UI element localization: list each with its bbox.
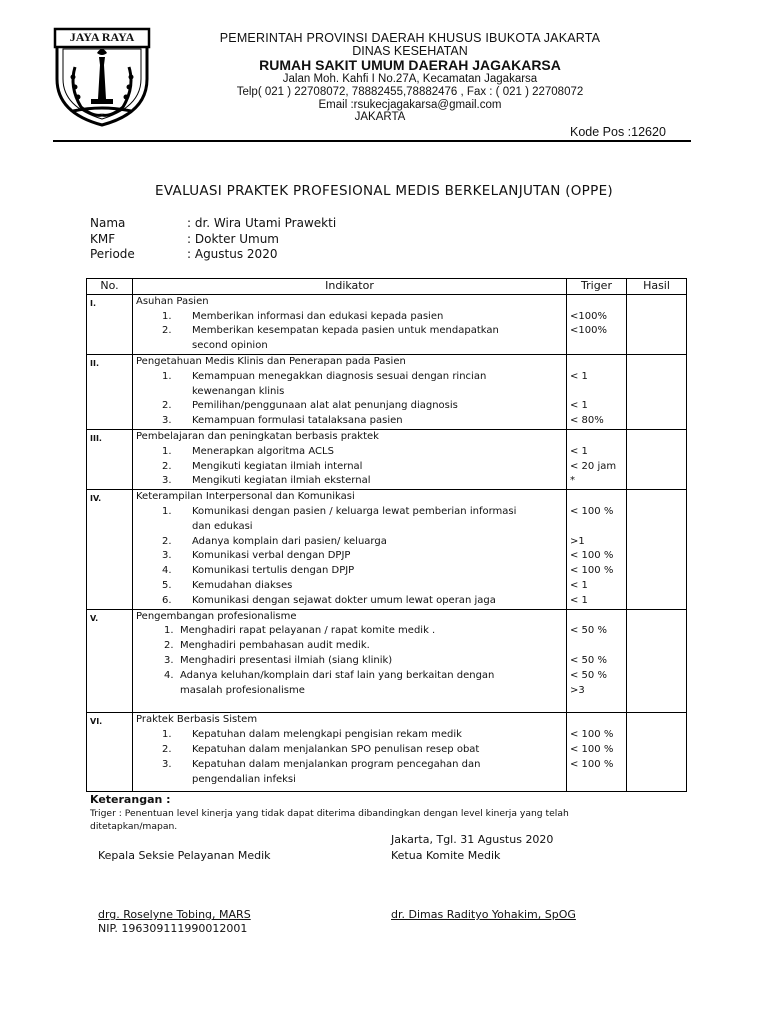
section-title: Praktek Berbasis Sistem bbox=[136, 714, 258, 726]
trigger-value bbox=[570, 639, 623, 654]
result-cell bbox=[627, 294, 687, 354]
indicator-item bbox=[136, 654, 563, 669]
indicator-item bbox=[136, 460, 563, 475]
indicator-item bbox=[136, 624, 563, 639]
logo-text: JAYA RAYA bbox=[69, 30, 135, 44]
header-address: Jalan Moh. Kahfi I No.27A, Kecamatan Jagakarsa bbox=[282, 73, 538, 85]
indicator-item bbox=[136, 579, 563, 594]
indicator-item bbox=[136, 399, 563, 414]
indicator-number: 1. bbox=[162, 370, 172, 382]
indicator-number: 1. bbox=[162, 505, 172, 517]
trigger-value: < 1 bbox=[570, 445, 588, 457]
trigger-value bbox=[570, 713, 623, 728]
header-hasil: Hasil bbox=[627, 279, 687, 295]
info-value: : Dokter Umum bbox=[187, 231, 279, 246]
indicator-number: 1. bbox=[162, 729, 172, 741]
section-title: Pengembangan profesionalisme bbox=[136, 610, 297, 622]
header-phone: Telp( 021 ) 22708072, 78882455,78882476 , Fax : ( 021 ) 22708072 bbox=[236, 86, 584, 98]
indicator-number: 3. bbox=[162, 550, 172, 562]
indicator-item bbox=[136, 505, 563, 535]
table-row bbox=[87, 429, 687, 489]
trigger-value: < 100 % bbox=[570, 743, 614, 755]
header-no: No. bbox=[87, 279, 133, 295]
indicator-number: 6. bbox=[162, 594, 172, 606]
trigger-value: < 1 bbox=[570, 594, 588, 606]
section-number: III. bbox=[87, 429, 133, 489]
signature-left-nip: NIP. 196309111990012001 bbox=[98, 922, 248, 935]
indicator-text: Kepatuhan dalam menjalankan SPO penulisan resep obat bbox=[192, 743, 480, 755]
section-title: Pembelajaran dan peningkatan berbasis praktek bbox=[136, 430, 379, 442]
trigger-value bbox=[570, 355, 623, 370]
trigger-value: < 1 bbox=[570, 400, 588, 412]
indicator-text: Adanya keluhan/komplain dari staf lain yang berkaitan dengan bbox=[180, 669, 495, 681]
signature-place-date: Jakarta, Tgl. 31 Agustus 2020 bbox=[391, 833, 554, 846]
header-city: JAKARTA bbox=[354, 111, 406, 123]
indicator-text-continued: pengendalian infeksi bbox=[192, 773, 296, 785]
indicator-item bbox=[136, 743, 563, 758]
indicator-item bbox=[136, 414, 563, 429]
trigger-value: < 1 bbox=[570, 370, 588, 382]
trigger-value: * bbox=[570, 475, 575, 487]
trigger-cell bbox=[567, 713, 627, 792]
jaya-raya-logo bbox=[53, 27, 151, 127]
indicator-item bbox=[136, 728, 563, 743]
signature-right-name: dr. Dimas Radityo Yohakim, SpOG bbox=[391, 908, 576, 921]
indicator-number: 4. bbox=[162, 565, 172, 577]
indicator-text: Kepatuhan dalam melengkapi pengisian rekam medik bbox=[192, 729, 462, 741]
table-row bbox=[87, 294, 687, 354]
result-cell bbox=[627, 429, 687, 489]
section-title: Asuhan Pasien bbox=[136, 295, 209, 307]
trigger-value: < 50 % bbox=[570, 654, 607, 666]
indicator-number: 2. bbox=[162, 743, 172, 755]
trigger-value bbox=[570, 339, 623, 354]
indicator-text: Kemampuan formulasi tatalaksana pasien bbox=[192, 415, 403, 427]
indicator-number: 2. bbox=[164, 640, 174, 652]
indicator-text: Kemudahan diakses bbox=[192, 579, 293, 591]
indicator-cell bbox=[133, 609, 567, 713]
info-label: Nama bbox=[90, 216, 126, 230]
indicator-cell bbox=[133, 294, 567, 354]
trigger-value: < 100 % bbox=[570, 565, 614, 577]
trigger-value bbox=[570, 385, 623, 400]
trigger-value: < 100 % bbox=[570, 505, 614, 517]
indicator-item bbox=[136, 564, 563, 579]
indicator-text-continued: second opinion bbox=[192, 340, 268, 352]
indicator-text: Komunikasi verbal dengan DPJP bbox=[192, 550, 351, 562]
trigger-cell bbox=[567, 294, 627, 354]
indicator-number: 2. bbox=[162, 535, 172, 547]
indicator-text: Menghadiri pembahasan audit medik. bbox=[180, 640, 370, 652]
table-row bbox=[87, 609, 687, 713]
header-indikator: Indikator bbox=[133, 279, 567, 295]
indicator-text: Komunikasi dengan sejawat dokter umum lewat operan jaga bbox=[192, 594, 496, 606]
indicator-number: 1. bbox=[162, 310, 172, 322]
document-title: EVALUASI PRAKTEK PROFESIONAL MEDIS BERKELANJUTAN (OPPE) bbox=[155, 183, 613, 199]
indicator-text: Kemampuan menegakkan diagnosis sesuai dengan rincian bbox=[192, 370, 487, 382]
indicator-number: 3. bbox=[162, 475, 172, 487]
trigger-value: < 100 % bbox=[570, 550, 614, 562]
indicator-text: Adanya komplain dari pasien/ keluarga bbox=[192, 535, 387, 547]
trigger-value bbox=[570, 610, 623, 625]
trigger-value: < 80% bbox=[570, 415, 604, 427]
table-header-row bbox=[87, 279, 687, 295]
info-value: : Agustus 2020 bbox=[187, 247, 278, 261]
indicator-item bbox=[136, 370, 563, 400]
trigger-value: < 100 % bbox=[570, 758, 614, 770]
indicator-number: 2. bbox=[162, 325, 172, 337]
indicator-text: Pemilihan/penggunaan alat alat penunjang diagnosis bbox=[192, 400, 458, 412]
signature-right-role: Ketua Komite Medik bbox=[391, 849, 501, 862]
trigger-value: >3 bbox=[570, 684, 585, 696]
indicator-text: Mengikuti kegiatan ilmiah eksternal bbox=[192, 475, 371, 487]
indicator-item bbox=[136, 535, 563, 550]
keterangan-text-2: ditetapkan/mapan. bbox=[90, 821, 178, 832]
info-row bbox=[90, 232, 336, 248]
header-line-province: PEMERINTAH PROVINSI DAERAH KHUSUS IBUKOTA JAKARTA bbox=[219, 31, 601, 45]
table-row bbox=[87, 354, 687, 429]
trigger-cell bbox=[567, 429, 627, 489]
indicator-text-continued: kewenangan klinis bbox=[192, 385, 285, 397]
indicator-cell bbox=[133, 713, 567, 792]
trigger-value: <100% bbox=[570, 310, 607, 322]
indicator-text: Menghadiri rapat pelayanan / rapat komite medik . bbox=[180, 625, 436, 637]
trigger-value: < 1 bbox=[570, 579, 588, 591]
indicator-number: 2. bbox=[162, 460, 172, 472]
indicator-number: 1. bbox=[162, 445, 172, 457]
result-cell bbox=[627, 609, 687, 713]
keterangan-label: Keterangan : bbox=[90, 793, 171, 806]
oppe-table bbox=[86, 278, 687, 792]
header-triger: Triger bbox=[567, 279, 627, 295]
indicator-text: Komunikasi tertulis dengan DPJP bbox=[192, 565, 355, 577]
section-title: Keterampilan Interpersonal dan Komunikasi bbox=[136, 491, 355, 503]
indicator-item bbox=[136, 639, 563, 654]
indicator-text: Kepatuhan dalam menjalankan program pencegahan dan bbox=[192, 758, 481, 770]
header-email: Email :rsukecjagakarsa@gmail.com bbox=[318, 99, 502, 111]
indicator-text: Komunikasi dengan pasien / keluarga lewat pemberian informasi bbox=[192, 505, 517, 517]
header-hospital-name: RUMAH SAKIT UMUM DAERAH JAGAKARSA bbox=[259, 57, 561, 73]
result-cell bbox=[627, 354, 687, 429]
info-label: KMF bbox=[90, 231, 116, 246]
trigger-value: < 50 % bbox=[570, 625, 607, 637]
indicator-cell bbox=[133, 354, 567, 429]
indicator-text: Menghadiri presentasi ilmiah (siang klinik) bbox=[180, 654, 393, 666]
signature-left-role: Kepala Seksie Pelayanan Medik bbox=[98, 849, 271, 862]
info-value: : dr. Wira Utami Prawekti bbox=[187, 216, 337, 230]
trigger-value bbox=[570, 520, 623, 535]
indicator-number: 3. bbox=[162, 758, 172, 770]
indicator-text: Menerapkan algoritma ACLS bbox=[192, 445, 334, 457]
indicator-item bbox=[136, 324, 563, 354]
header-divider bbox=[53, 140, 691, 142]
header-line-dinas: DINAS KESEHATAN bbox=[352, 44, 468, 58]
header-postal-code: Kode Pos :12620 bbox=[570, 125, 666, 139]
trigger-cell bbox=[567, 354, 627, 429]
indicator-number: 1. bbox=[164, 625, 174, 637]
trigger-value: <100% bbox=[570, 325, 607, 337]
indicator-text: Memberikan informasi dan edukasi kepada pasien bbox=[192, 310, 444, 322]
indicator-item bbox=[136, 669, 563, 699]
indicator-item bbox=[136, 310, 563, 325]
info-row bbox=[90, 247, 336, 263]
info-block bbox=[90, 216, 336, 263]
trigger-value bbox=[570, 490, 623, 505]
trigger-value bbox=[570, 430, 623, 445]
indicator-cell bbox=[133, 490, 567, 609]
indicator-number: 4. bbox=[164, 669, 174, 681]
indicator-item bbox=[136, 549, 563, 564]
keterangan-text-1: Triger : Penentuan level kinerja yang tidak dapat diterima dibandingkan dengan level kinerja yang telah bbox=[90, 808, 569, 819]
indicator-number: 5. bbox=[162, 579, 172, 591]
indicator-cell bbox=[133, 429, 567, 489]
section-number: VI. bbox=[87, 713, 133, 792]
signature-left-name: drg. Roselyne Tobing, MARS bbox=[98, 908, 251, 921]
trigger-value: >1 bbox=[570, 535, 585, 547]
trigger-value: < 100 % bbox=[570, 729, 614, 741]
section-number: II. bbox=[87, 354, 133, 429]
indicator-number: 3. bbox=[162, 415, 172, 427]
section-number: I. bbox=[87, 294, 133, 354]
indicator-text: Memberikan kesempatan kepada pasien untuk mendapatkan bbox=[192, 325, 499, 337]
indicator-text: Mengikuti kegiatan ilmiah internal bbox=[192, 460, 363, 472]
indicator-text-continued: dan edukasi bbox=[192, 520, 253, 532]
indicator-number: 3. bbox=[164, 654, 174, 666]
result-cell bbox=[627, 713, 687, 792]
result-cell bbox=[627, 490, 687, 609]
indicator-item bbox=[136, 445, 563, 460]
table-row bbox=[87, 713, 687, 792]
info-label: Periode bbox=[90, 247, 135, 261]
section-title: Pengetahuan Medis Klinis dan Penerapan pada Pasien bbox=[136, 355, 406, 367]
indicator-text-continued: masalah profesionalisme bbox=[180, 684, 305, 696]
trigger-cell bbox=[567, 609, 627, 713]
trigger-value bbox=[570, 295, 623, 310]
trigger-value: < 50 % bbox=[570, 669, 607, 681]
indicator-item bbox=[136, 594, 563, 609]
indicator-item bbox=[136, 758, 563, 788]
indicator-item bbox=[136, 474, 563, 489]
trigger-cell bbox=[567, 490, 627, 609]
info-row bbox=[90, 216, 336, 232]
indicator-number: 2. bbox=[162, 400, 172, 412]
section-number: V. bbox=[87, 609, 133, 713]
table-row bbox=[87, 490, 687, 609]
trigger-value: < 20 jam bbox=[570, 460, 617, 472]
section-number: IV. bbox=[87, 490, 133, 609]
